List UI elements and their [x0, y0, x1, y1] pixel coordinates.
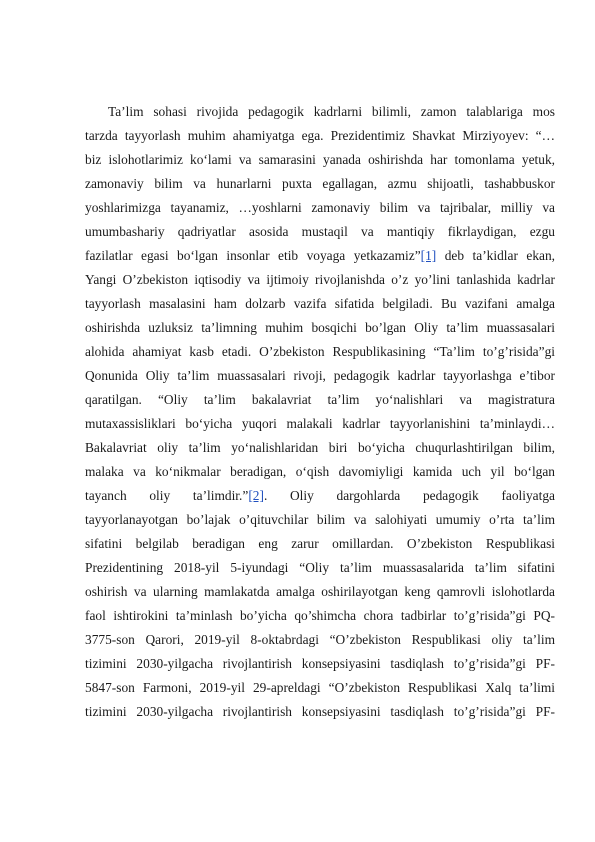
- text-line: 3775-son Qarori, 2019-yil 8-oktabrdagi “O’zbekiston Respublikasi oliy ta’lim: [85, 632, 555, 647]
- text-line: tizimini 2030-yilgacha rivojlantirish konsepsiyasini tasdiqlash to’g’risida”gi PF-: [85, 656, 555, 671]
- text-line: biz islohotlarimiz ko‘lami va samarasini yanada oshirishda har tomonlama yetuk,: [85, 152, 555, 167]
- text-segment: . Oliy dargohlarda pedagogik faoliyatga: [263, 488, 555, 503]
- text-line: tizimini 2030-yilgacha rivojlantirish konsepsiyasini tasdiqlash to’g’risida”gi PF-: [85, 704, 555, 719]
- text-line: umumbashariy qadriyatlar asosida mustaqil va mantiqiy fikrlaydigan, ezgu: [85, 224, 555, 239]
- text-segment: deb ta’kidlar ekan,: [436, 248, 555, 263]
- text-line: alohida ahamiyat kasb etadi. O’zbekiston Respublikasining “Ta’lim to’g’risida”gi: [85, 344, 555, 359]
- text-line: Prezidentining 2018-yil 5-iyundagi “Oliy ta’lim muassasalarida ta’lim sifatini: [85, 560, 555, 575]
- text-line: yoshlarimizga tayanamiz, …yoshlarni zamonaviy bilim va tajribalar, milliy va: [85, 200, 555, 215]
- text-line: mutaxassisliklari bo‘yicha yuqori malakali kadrlar tayyorlanishini ta’minlaydi…: [85, 416, 555, 431]
- text-line: tayyorlanayotgan bo’lajak o’qituvchilar bilim va salohiyati umumiy o’rta ta’lim: [85, 512, 555, 527]
- text-line: qaratilgan. “Oliy ta’lim bakalavriat ta’lim yo‘nalishlari va magistratura: [85, 392, 555, 407]
- text-line: zamonaviy bilim va hunarlarni puxta egallagan, azmu shijoatli, tashabbuskor: [85, 176, 555, 191]
- text-line: sifatini belgilab beradigan eng zarur omillardan. O’zbekiston Respublikasi: [85, 536, 555, 551]
- text-line-with-reference: [85, 484, 555, 508]
- text-line: Qonunida Oliy ta’lim muassasalari rivoji, pedagogik kadrlar tayyorlashga e’tibor: [85, 368, 555, 383]
- footnote-link-1[interactable]: [1]: [420, 248, 437, 263]
- text-line: 5847-son Farmoni, 2019-yil 29-apreldagi “O’zbekiston Respublikasi Xalq ta’limi: [85, 680, 555, 695]
- footnote-link-2[interactable]: [2]: [248, 488, 264, 503]
- text-line: Ta’lim sohasi rivojida pedagogik kadrlarni bilimli, zamon talablariga mos: [108, 104, 555, 119]
- text-line: faol ishtirokini ta’minlash bo’yicha qo’shimcha chora tadbirlar to’g’risida”gi PQ-: [85, 608, 555, 623]
- text-line-with-reference: [85, 244, 555, 268]
- text-line: Yangi O’zbekiston iqtisodiy va ijtimoiy rivojlanishda o’z yo’lini tanlashida kadrlar: [85, 272, 555, 287]
- text-line: tayyorlash masalasini ham dolzarb vazifa sifatida belgiladi. Bu vazifani amalga: [85, 296, 555, 311]
- text-segment: fazilatlar egasi bo‘lgan insonlar etib voyaga yetkazamiz”: [85, 248, 421, 263]
- text-line: Bakalavriat oliy ta’lim yo‘nalishlaridan biri bo‘yicha chuqurlashtirilgan bilim,: [85, 440, 555, 455]
- text-line: oshirishda uzluksiz ta’limning muhim bosqichi bo’lgan Oliy ta’lim muassasalari: [85, 320, 555, 335]
- text-segment: tayanch oliy ta’limdir.”: [85, 488, 249, 503]
- document-page: [85, 100, 555, 724]
- text-line: malaka va ko‘nikmalar beradigan, o‘qish davomiyligi kamida uch yil bo‘lgan: [85, 464, 555, 479]
- text-line: oshirish va ularning mamlakatda amalga oshirilayotgan keng qamrovli islohotlarda: [85, 584, 555, 599]
- text-line: tarzda tayyorlash muhim ahamiyatga ega. Prezidentimiz Shavkat Mirziyoyev: “…: [85, 128, 555, 143]
